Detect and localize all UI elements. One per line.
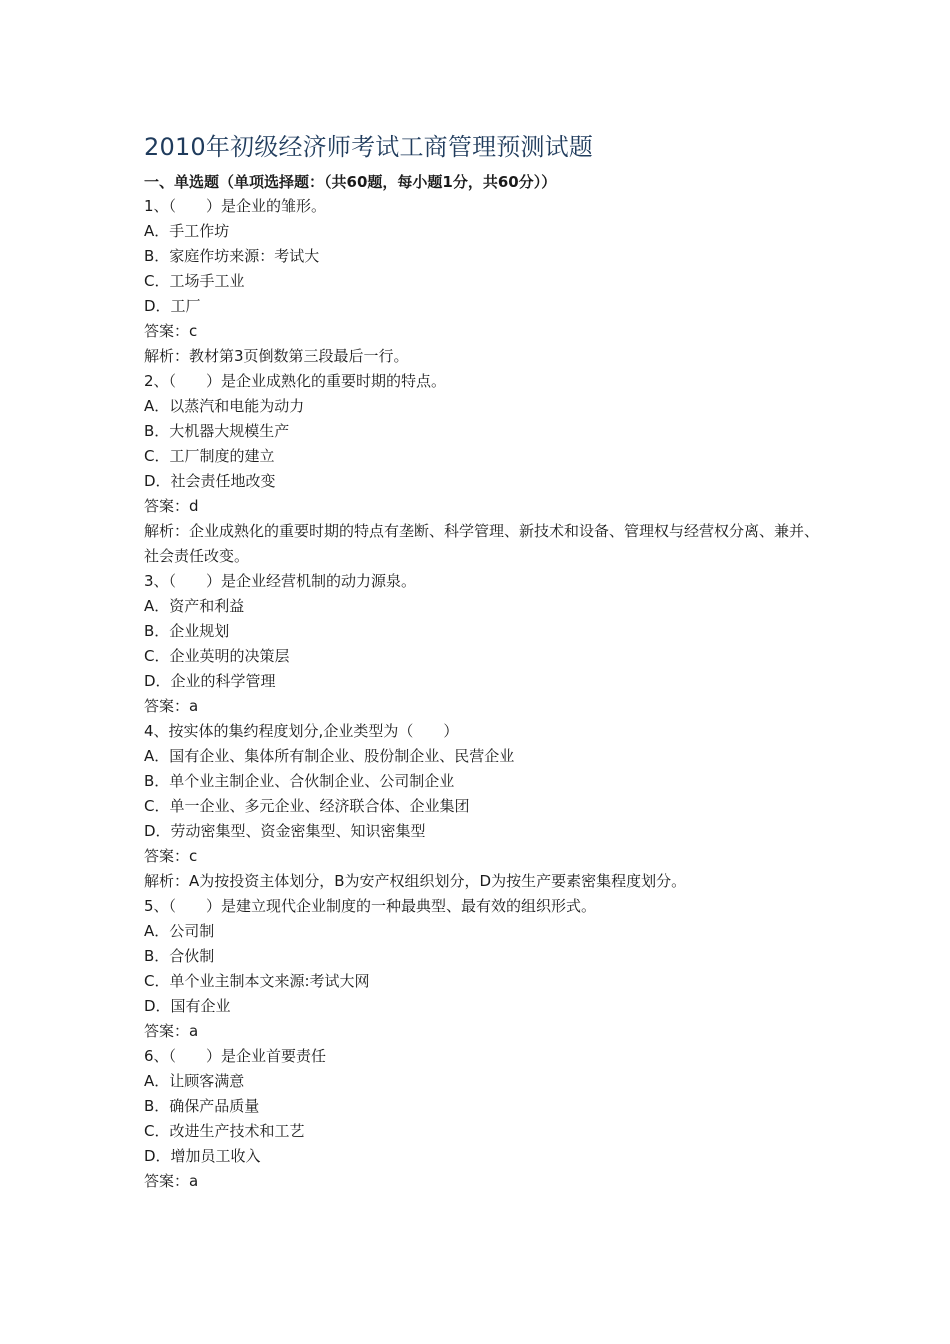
option-a: A．以蒸汽和电能为动力: [144, 397, 305, 415]
analysis: 解析：教材第3页倒数第三段最后一行。: [144, 347, 409, 365]
question-3: [144, 569, 824, 719]
option-a: A．资产和利益: [144, 597, 245, 615]
option-d: D．企业的科学管理: [144, 672, 276, 690]
option-a: A．国有企业、集体所有制企业、股份制企业、民营企业: [144, 747, 515, 765]
question-stem: 4、按实体的集约程度划分,企业类型为（ ）: [144, 722, 459, 740]
analysis: 解析：企业成熟化的重要时期的特点有垄断、科学管理、新技术和设备、管理权与经营权分离、兼并、社会责任改变。: [144, 522, 820, 565]
question-stem: 5、（ ）是建立现代企业制度的一种最典型、最有效的组织形式。: [144, 897, 597, 915]
answer: 答案：c: [144, 847, 198, 865]
question-stem: 6、（ ）是企业首要责任: [144, 1047, 327, 1065]
option-d: D．劳动密集型、资金密集型、知识密集型: [144, 822, 426, 840]
option-d: D．工厂: [144, 297, 201, 315]
option-c: C．工场手工业: [144, 272, 245, 290]
question-stem: 2、（ ）是企业成熟化的重要时期的特点。: [144, 372, 447, 390]
answer: 答案：a: [144, 697, 199, 715]
question-4: [144, 719, 824, 894]
question-2: [144, 369, 824, 569]
option-c: C．工厂制度的建立: [144, 447, 275, 465]
answer: 答案：a: [144, 1022, 199, 1040]
analysis: 解析：A为按投资主体划分，B为安产权组织划分，D为按生产要素密集程度划分。: [144, 872, 687, 890]
option-d: D．社会责任地改变: [144, 472, 276, 490]
question-5: [144, 894, 824, 1044]
question-stem: 3、（ ）是企业经营机制的动力源泉。: [144, 572, 417, 590]
option-b: B．企业规划: [144, 622, 230, 640]
option-c: C．企业英明的决策层: [144, 647, 290, 665]
answer: 答案：d: [144, 497, 199, 515]
option-b: B．合伙制: [144, 947, 215, 965]
option-b: B．确保产品质量: [144, 1097, 260, 1115]
option-c: C．单一企业、多元企业、经济联合体、企业集团: [144, 797, 470, 815]
option-b: B．大机器大规模生产: [144, 422, 290, 440]
question-stem: 1、（ ）是企业的雏形。: [144, 197, 327, 215]
document-title: 2010年初级经济师考试工商管理预测试题: [144, 133, 594, 161]
option-b: B．家庭作坊来源：考试大: [144, 247, 320, 265]
section-heading: 一、单选题（单项选择题：（共60题，每小题1分，共60分））: [144, 173, 557, 191]
question-1: [144, 194, 824, 369]
option-d: D．国有企业: [144, 997, 231, 1015]
option-b: B．单个业主制企业、合伙制企业、公司制企业: [144, 772, 455, 790]
option-a: A．手工作坊: [144, 222, 230, 240]
document-page: [144, 130, 824, 1194]
question-6: [144, 1044, 824, 1194]
option-a: A．让顾客满意: [144, 1072, 245, 1090]
option-c: C．单个业主制本文来源:考试大网: [144, 972, 370, 990]
option-c: C．改进生产技术和工艺: [144, 1122, 305, 1140]
option-d: D．增加员工收入: [144, 1147, 261, 1165]
option-a: A．公司制: [144, 922, 215, 940]
answer: 答案：a: [144, 1172, 199, 1190]
answer: 答案：c: [144, 322, 198, 340]
